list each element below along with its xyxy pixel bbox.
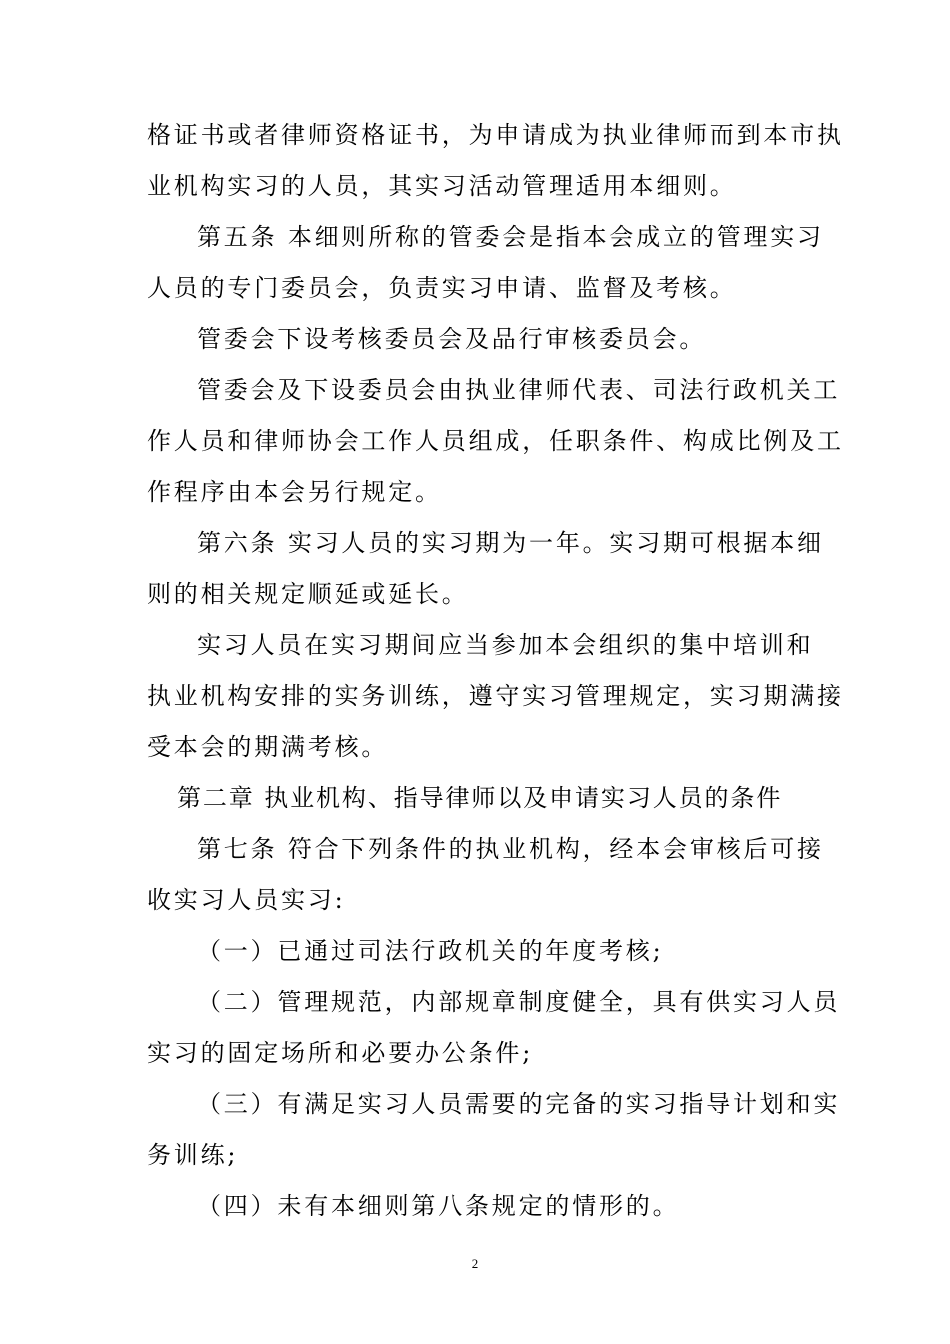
chapter-2-heading: 第二章 执业机构、指导律师以及申请实习人员的条件 — [177, 784, 783, 812]
text-line: 务训练; — [147, 1141, 239, 1169]
article-5-heading-line: 第五条 本细则所称的管委会是指本会成立的管理实习 — [197, 223, 824, 251]
text-line: 业机构实习的人员，其实习活动管理适用本细则。 — [147, 172, 737, 200]
text-line: 格证书或者律师资格证书，为申请成为执业律师而到本市执 — [147, 121, 844, 149]
text-line: 则的相关规定顺延或延长。 — [147, 580, 469, 608]
text-line: 受本会的期满考核。 — [147, 733, 389, 761]
text-line: 实习的固定场所和必要办公条件; — [147, 1039, 534, 1067]
text-line: 执业机构安排的实务训练，遵守实习管理规定，实习期满接 — [147, 682, 844, 710]
article-6-heading-line: 第六条 实习人员的实习期为一年。实习期可根据本细 — [197, 529, 824, 557]
article-7-heading-line: 第七条 符合下列条件的执业机构，经本会审核后可接 — [197, 835, 824, 863]
list-item: （四）未有本细则第八条规定的情形的。 — [197, 1192, 680, 1220]
page-number: 2 — [471, 1256, 479, 1271]
text-line: 收实习人员实习: — [147, 886, 346, 914]
text-line: 实习人员在实习期间应当参加本会组织的集中培训和 — [197, 631, 814, 659]
list-item: （二）管理规范，内部规章制度健全，具有供实习人员 — [197, 988, 841, 1016]
list-item: （一）已通过司法行政机关的年度考核; — [197, 937, 664, 965]
text-line: 人员的专门委员会，负责实习申请、监督及考核。 — [147, 274, 737, 302]
text-line: 作程序由本会另行规定。 — [147, 478, 442, 506]
text-line: 作人员和律师协会工作人员组成，任职条件、构成比例及工 — [147, 427, 844, 455]
text-line: 管委会及下设委员会由执业律师代表、司法行政机关工 — [197, 376, 841, 404]
text-line: 管委会下设考核委员会及品行审核委员会。 — [197, 325, 707, 353]
list-item: （三）有满足实习人员需要的完备的实习指导计划和实 — [197, 1090, 841, 1118]
